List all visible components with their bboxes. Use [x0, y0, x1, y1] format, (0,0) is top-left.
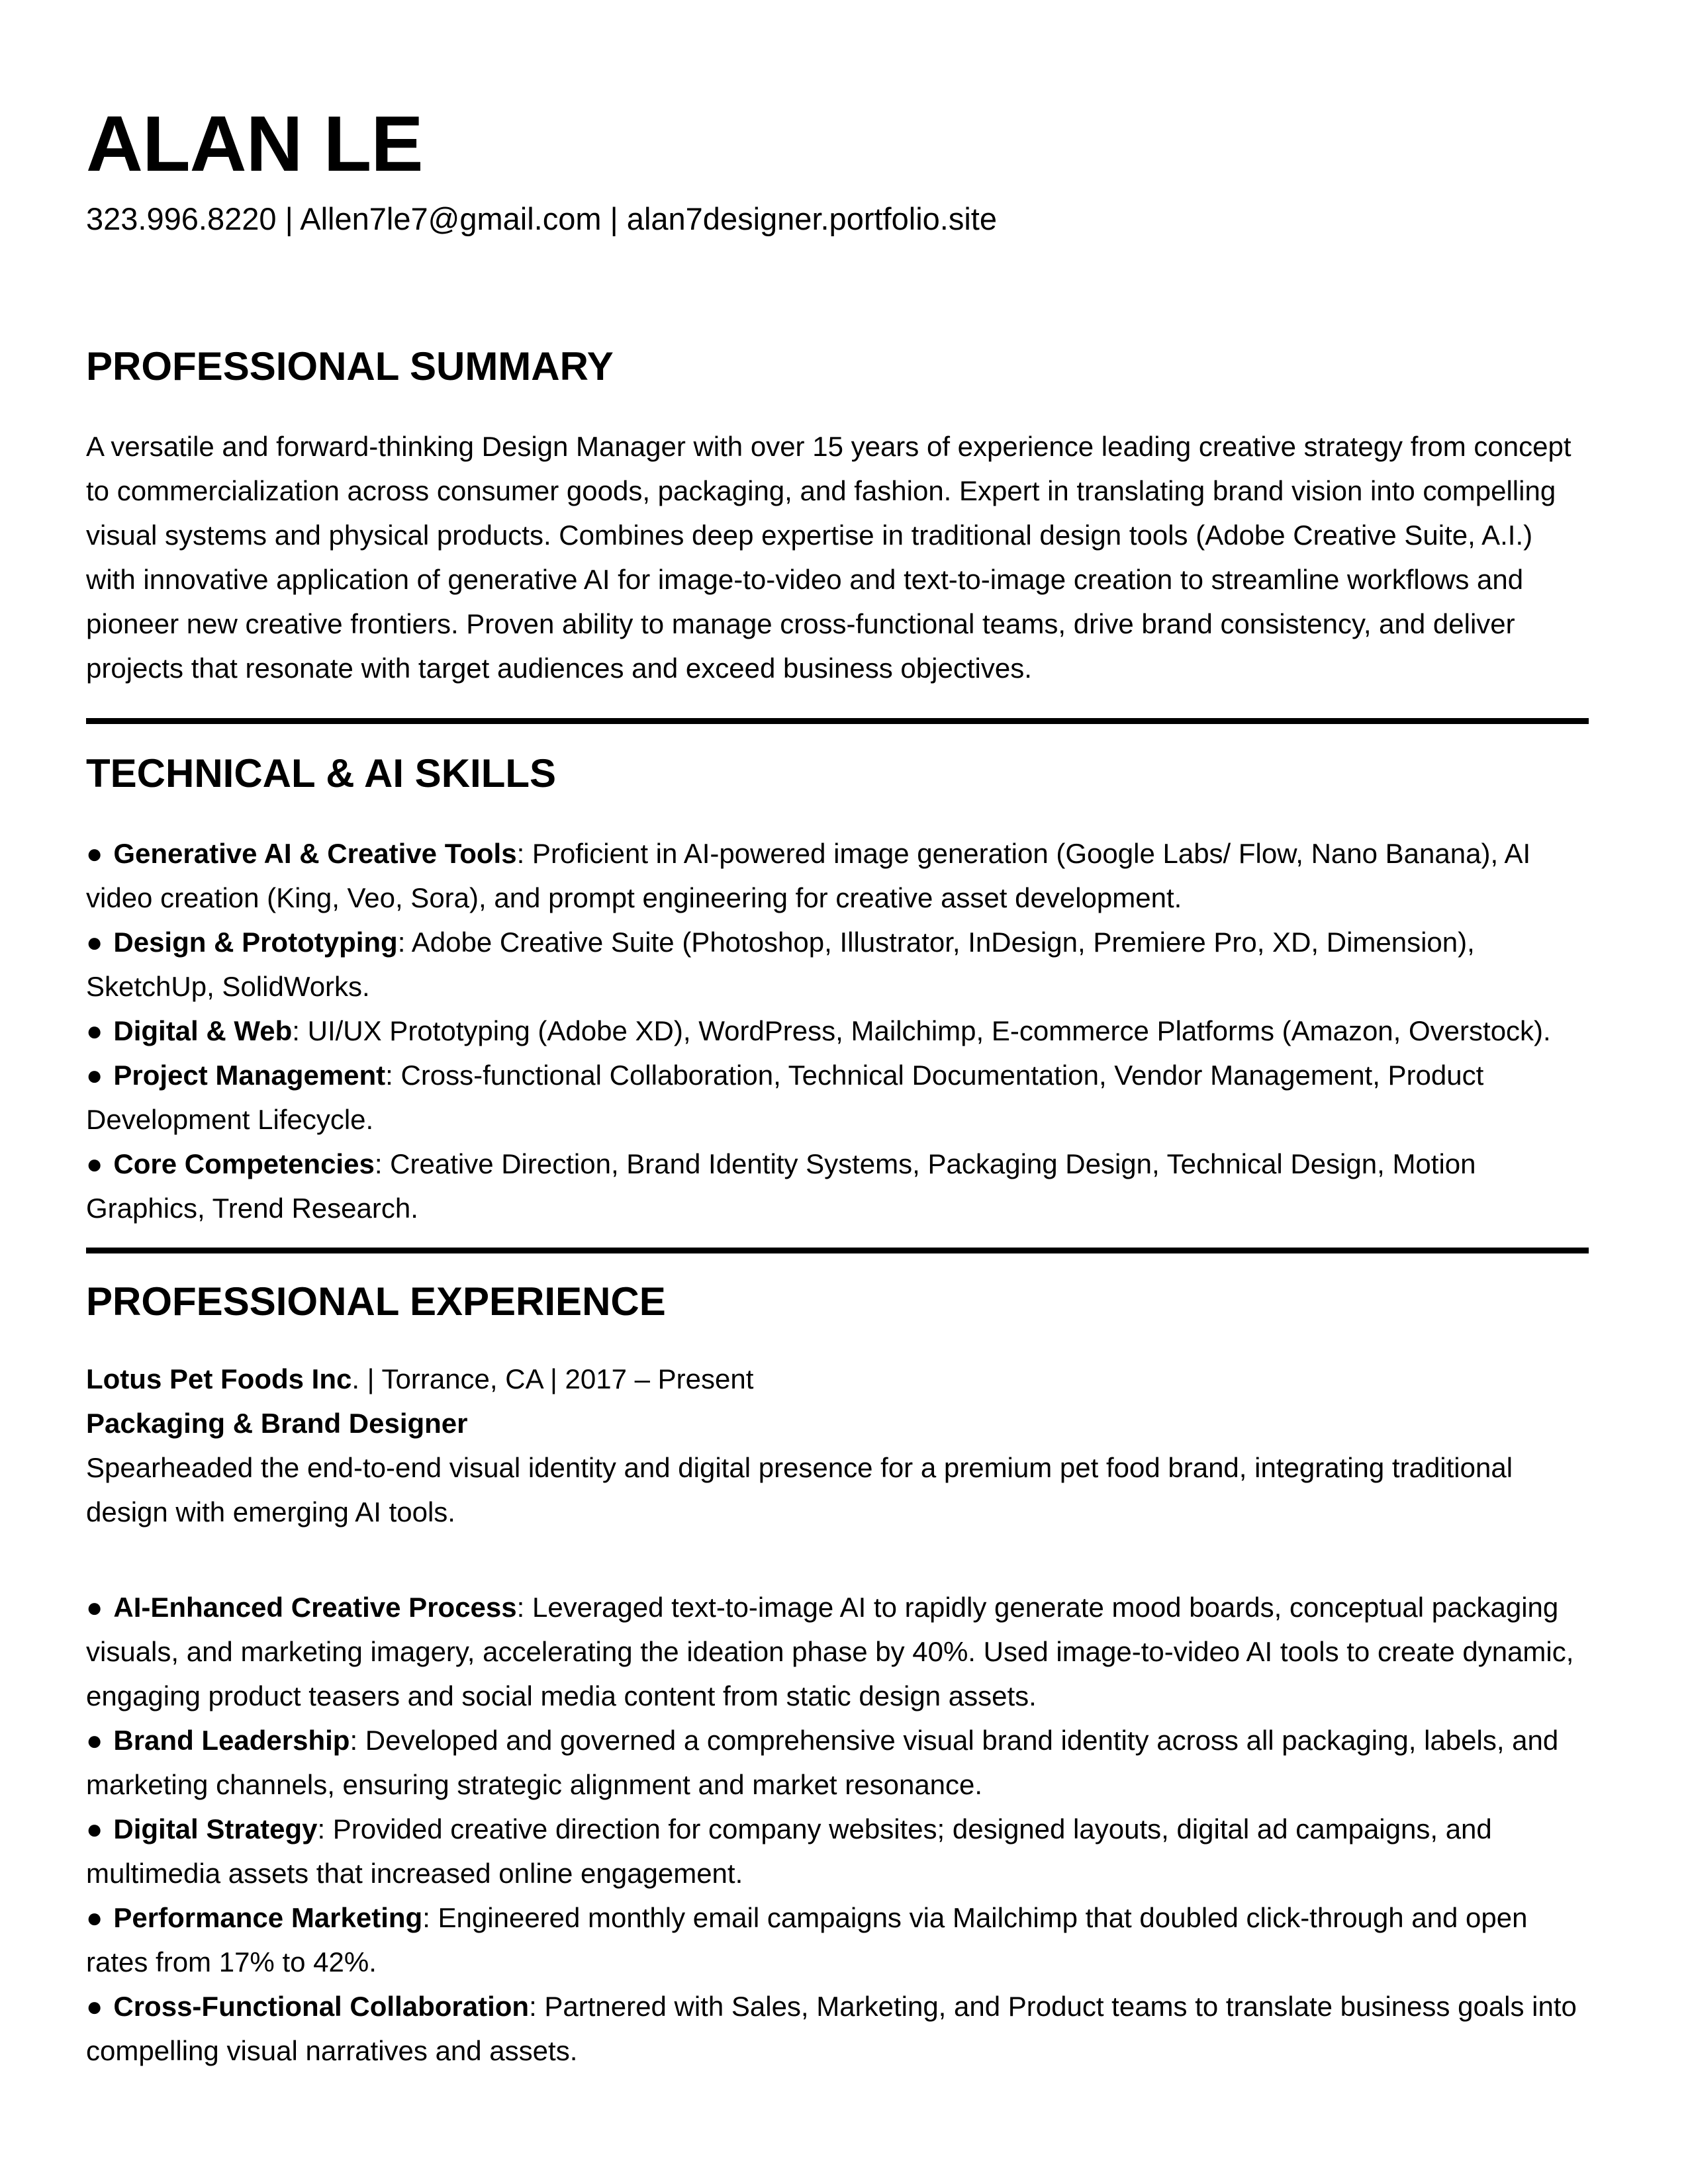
achievement-text: : Developed and governed a comprehensive visual brand identity across all packaging, labels, and marketing channels, ensuring strategic alignment and market resonance.	[86, 1725, 1559, 1800]
list-item	[86, 1009, 1589, 1053]
achievement-label: AI-Enhanced Creative Process	[113, 1592, 517, 1623]
achievement-text: : Leveraged text-to-image AI to rapidly generate mood boards, conceptual packaging visuals, and marketing imagery, accelerating the ideation phase by 40%. Used image-to-video AI tools to create dynamic, engaging product teasers and social media content from static design assets.	[86, 1592, 1574, 1711]
list-item	[86, 1895, 1589, 1984]
list-item	[86, 1053, 1589, 1142]
skill-label: Core Competencies	[113, 1148, 375, 1179]
bullet-icon: ●	[86, 1902, 103, 1933]
section-divider	[86, 718, 1589, 724]
achievement-label: Digital Strategy	[113, 1813, 318, 1844]
list-item	[86, 1585, 1589, 1718]
achievement-text: : Engineered monthly email campaigns via Mailchimp that doubled click-through and open rates from 17% to 42%.	[86, 1902, 1528, 1978]
section-title-professional-experience: PROFESSIONAL EXPERIENCE	[86, 1279, 666, 1324]
experience-bullet-list	[86, 1585, 1589, 2073]
achievement-label: Performance Marketing	[113, 1902, 423, 1933]
job-title: Packaging & Brand Designer	[86, 1408, 468, 1439]
skill-text: : UI/UX Prototyping (Adobe XD), WordPress, Mailchimp, E-commerce Platforms (Amazon, Overstock).	[292, 1015, 1551, 1046]
section-title-professional-summary: PROFESSIONAL SUMMARY	[86, 344, 614, 388]
bullet-icon: ●	[86, 1148, 103, 1179]
experience-entry	[86, 1357, 1589, 1534]
skill-label: Project Management	[113, 1060, 386, 1091]
list-item	[86, 1984, 1589, 2073]
bullet-icon: ●	[86, 1991, 103, 2022]
skill-text: : Proficient in AI-powered image generation (Google Labs/ Flow, Nano Banana), AI video creation (King, Veo, Sora), and prompt engineering for creative asset development.	[86, 838, 1531, 913]
company-line	[86, 1357, 1589, 1401]
achievement-label: Cross-Functional Collaboration	[113, 1991, 530, 2022]
skill-label: Generative AI & Creative Tools	[113, 838, 517, 869]
achievement-text: : Partnered with Sales, Marketing, and Product teams to translate business goals into compelling visual narratives and assets.	[86, 1991, 1577, 2066]
skill-text: : Cross-functional Collaboration, Technical Documentation, Vendor Management, Product Development Lifecycle.	[86, 1060, 1484, 1135]
page-title: ALAN LE	[86, 100, 423, 188]
list-item	[86, 831, 1589, 920]
contact-line: 323.996.8220 | Allen7le7@gmail.com | alan7designer.portfolio.site	[86, 201, 997, 236]
achievement-text: : Provided creative direction for company websites; designed layouts, digital ad campaigns, and multimedia assets that increased online engagement.	[86, 1813, 1492, 1889]
list-item	[86, 920, 1589, 1009]
bullet-icon: ●	[86, 1725, 103, 1756]
list-item	[86, 1807, 1589, 1895]
bullet-icon: ●	[86, 1592, 103, 1623]
skill-text: : Creative Direction, Brand Identity Systems, Packaging Design, Technical Design, Motion Graphics, Trend Research.	[86, 1148, 1476, 1224]
skill-text: : Adobe Creative Suite (Photoshop, Illustrator, InDesign, Premiere Pro, XD, Dimension), SketchUp, SolidWorks.	[86, 927, 1475, 1002]
bullet-icon: ●	[86, 1060, 103, 1091]
section-title-technical-ai-skills: TECHNICAL & AI SKILLS	[86, 751, 557, 796]
bullet-icon: ●	[86, 1813, 103, 1844]
section-divider	[86, 1248, 1589, 1253]
bullet-icon: ●	[86, 927, 103, 958]
list-item	[86, 1142, 1589, 1230]
job-summary: Spearheaded the end-to-end visual identity and digital presence for a premium pet food brand, integrating traditional design with emerging AI tools.	[86, 1452, 1513, 1527]
achievement-label: Brand Leadership	[113, 1725, 350, 1756]
bullet-icon: ●	[86, 838, 103, 869]
skill-label: Digital & Web	[113, 1015, 293, 1046]
company-name: Lotus Pet Foods Inc	[86, 1363, 352, 1394]
company-location-dates: . | Torrance, CA | 2017 – Present	[352, 1363, 754, 1394]
skill-label: Design & Prototyping	[113, 927, 398, 958]
skills-list	[86, 831, 1589, 1230]
summary-paragraph: A versatile and forward-thinking Design Manager with over 15 years of experience leading creative strategy from concept to commercialization across consumer goods, packaging, and fashion. Expert in translating brand vision into compelling visual systems and physical products. Combines deep expertise in traditional design tools (Adobe Creative Suite, A.I.) with innovative application of generative AI for image-to-video and text-to-image creation to streamline workflows and pioneer new creative frontiers. Proven ability to manage cross-functional teams, drive brand consistency, and deliver projects that resonate with target audiences and exceed business objectives.	[86, 431, 1571, 684]
bullet-icon: ●	[86, 1015, 103, 1046]
list-item	[86, 1718, 1589, 1807]
